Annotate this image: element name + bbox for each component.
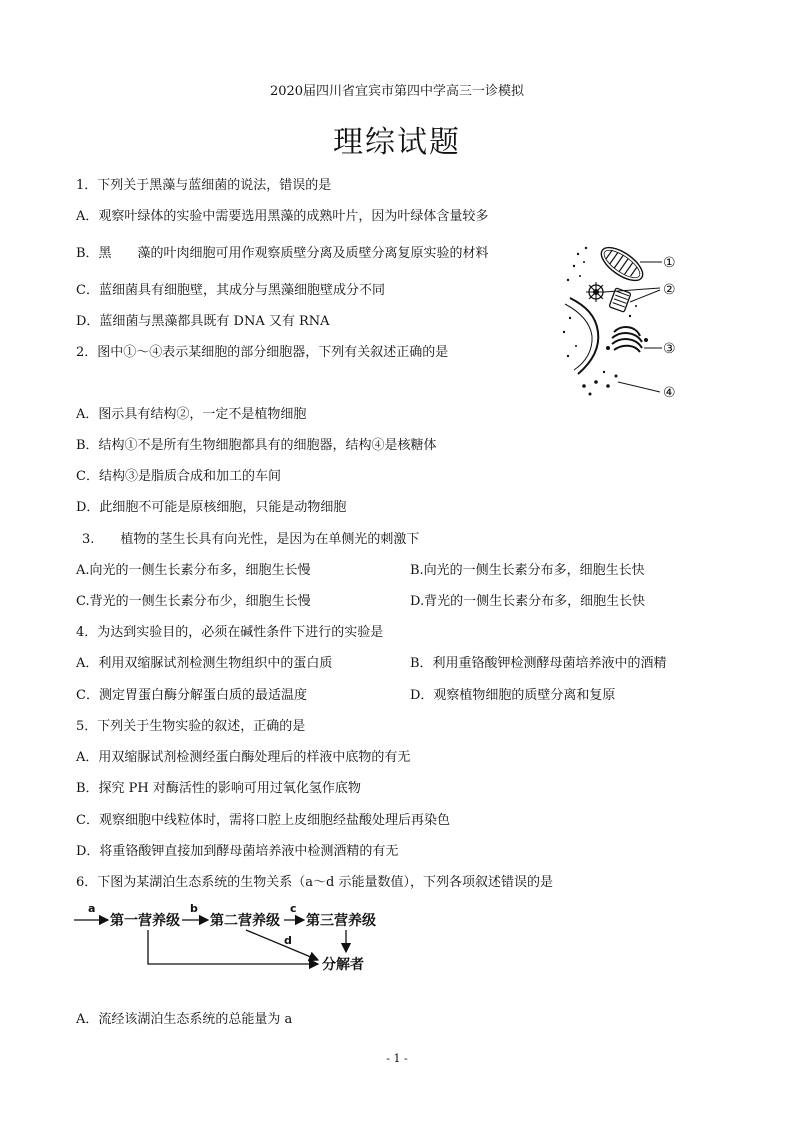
question-2-option-c: C．结构③是脂质合成和加工的车间 [76,469,281,484]
question-5-option-c: C．观察细胞中线粒体时，需将口腔上皮细胞经盐酸处理后再染色 [76,813,450,828]
figure-marker-3: ③ [663,341,676,357]
question-5-option-d: D．将重铬酸钾直接加到酵母菌培养液中检测酒精的有无 [76,844,399,859]
food-chain-diagram [70,898,400,980]
question-1-option-b: B．黑 藻的叶肉细胞可用作观察质壁分离及质壁分离复原实验的材料 [76,246,489,261]
decomposer: 分解者 [322,957,364,973]
trophic-level-2: 第二营养级 [210,913,280,929]
question-2-option-a: A．图示具有结构②，一定不是植物细胞 [76,407,307,422]
question-1-option-a: A．观察叶绿体的实验中需要选用黑藻的成熟叶片，因为叶绿体含量较多 [76,209,489,224]
organelle-figure [556,236,696,406]
question-1-stem: 1．下列关于黑藻与蓝细菌的说法，错误的是 [76,178,332,193]
question-6-option-a: A．流经该湖泊生态系统的总能量为 a [76,1012,293,1027]
question-5-option-a: A．用双缩脲试剂检测经蛋白酶处理后的样液中底物的有无 [76,750,411,765]
exam-subtitle: 2020届四川省宜宾市第四中学高三一诊模拟 [269,84,525,99]
question-3-option-c: C.背光的一侧生长素分布少，细胞生长慢 [76,594,311,609]
question-2-stem: 2．图中①～④表示某细胞的部分细胞器，下列有关叙述正确的是 [76,345,449,360]
mitochondrion-icon [596,241,648,287]
exam-title: 理综试题 [333,125,461,160]
flow-label-b: b [190,902,198,915]
page-number: - 1 - [386,1052,408,1065]
question-1-option-c: C．蓝细菌具有细胞壁，其成分与黑藻细胞壁成分不同 [76,283,385,298]
question-1-option-d: D．蓝细菌与黑藻都具既有 DNA 又有 RNA [76,314,330,329]
figure-marker-1: ① [663,255,676,271]
question-4-option-d: D．观察植物细胞的质壁分离和复原 [410,688,616,703]
question-4-option-b: B．利用重铬酸钾检测酵母菌培养液中的酒精 [410,656,667,671]
question-5-stem: 5．下列关于生物实验的叙述，正确的是 [76,719,306,734]
question-6-stem: 6．下图为某湖泊生态系统的生物关系（a～d 示能量数值），下列各项叙述错误的是 [76,875,553,890]
question-2-option-b: B．结构①不是所有生物细胞都具有的细胞器，结构④是核糖体 [76,438,437,453]
question-5-option-b: B．探究 PH 对酶活性的影响可用过氧化氢作底物 [76,781,361,796]
question-3-option-a: A.向光的一侧生长素分布多，细胞生长慢 [76,563,311,578]
figure-marker-2: ② [663,282,676,298]
flow-label-d: d [284,934,292,947]
figure-marker-4: ④ [663,385,676,401]
question-3-option-b: B.向光的一侧生长素分布多，细胞生长快 [410,563,645,578]
question-3-option-d: D.背光的一侧生长素分布多，细胞生长快 [410,594,646,609]
flow-label-a: a [88,902,96,915]
question-2-option-d: D．此细胞不可能是原核细胞，只能是动物细胞 [76,500,347,515]
trophic-level-3: 第三营养级 [306,913,376,929]
flow-label-c: c [290,902,297,915]
question-4-stem: 4．为达到实验目的，必须在碱性条件下进行的实验是 [76,625,384,640]
golgi-apparatus-icon [606,327,648,352]
question-4-option-c: C．测定胃蛋白酶分解蛋白质的最适温度 [76,688,307,703]
question-4-option-a: A．利用双缩脲试剂检测生物组织中的蛋白质 [76,656,333,671]
trophic-level-1: 第一营养级 [110,913,180,929]
centriole-icon [586,282,631,312]
question-3-stem: 3. 植物的茎生长具有向光性，是因为在单侧光的刺激下 [82,532,420,547]
